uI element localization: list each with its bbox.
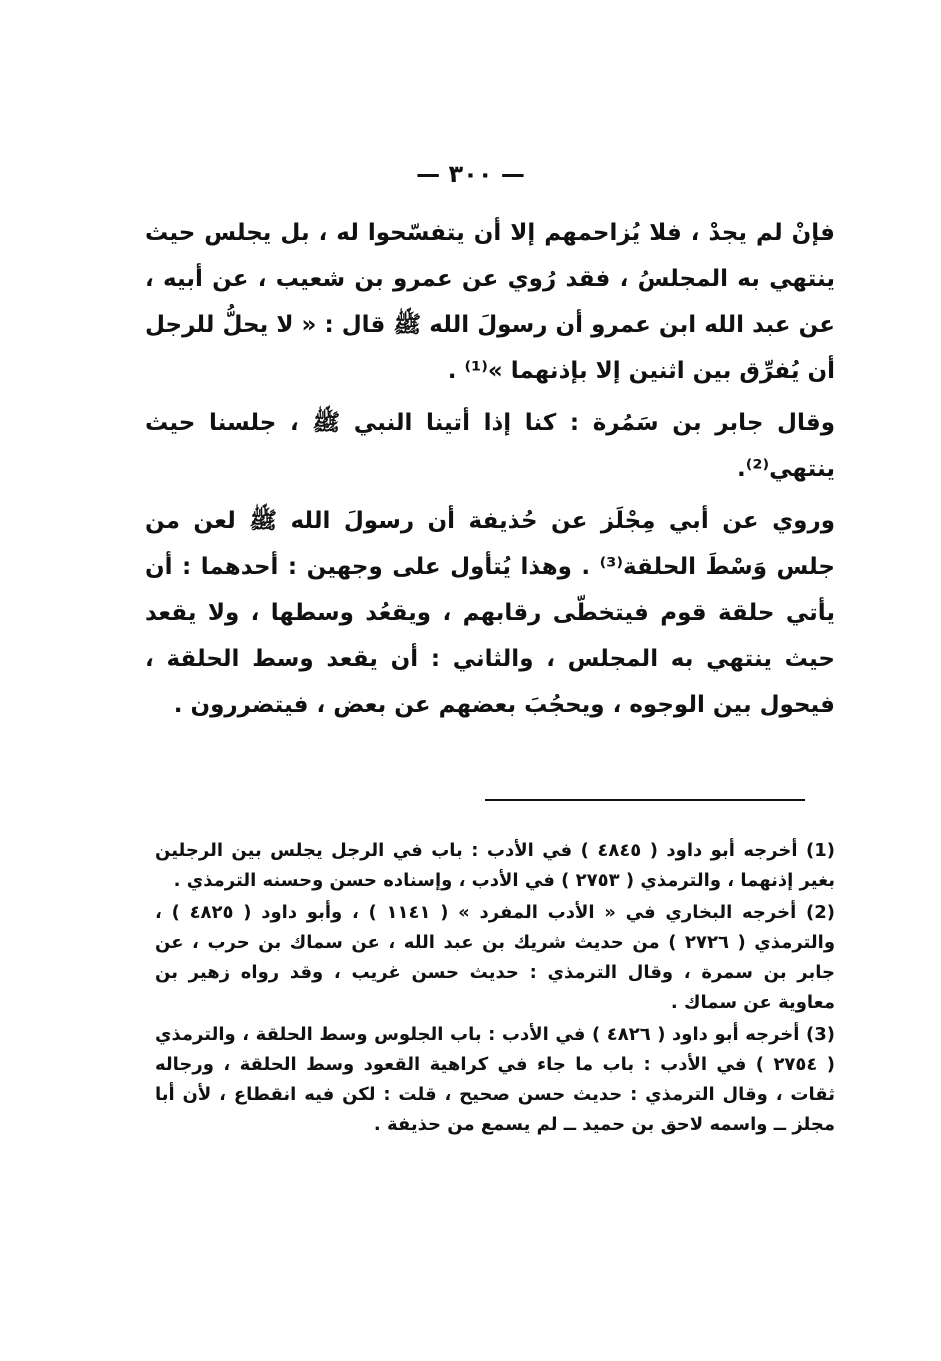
footnotes — [155, 836, 835, 1142]
footnote-3: (3) أخرجه أبو داود ( ٤٨٢٦ ) في الأدب : باب الجلوس وسط الحلقة ، والترمذي ( ٢٧٥٤ ) في الأدب : باب ما جاء في كراهية القعود وسط الحلقة ، ورجاله ثقات ، وقال الترمذي : حديث حسن صحيح ، قلت : لكن فيه انقطاع ، لأن أبا مجلز ــ واسمه لاحق بن حميد ــ لم يسمع من حذيفة . — [155, 1024, 836, 1135]
page-number: — ٣٠٠ — — [416, 160, 525, 188]
footnote-2: (2) أخرجه البخاري في « الأدب المفرد » ( ١١٤١ ) ، وأبو داود ( ٤٨٢٥ ) ، والترمذي ( ٢٧٢٦ ) من حديث شريك بن عبد الله ، عن سماك بن حرب ، عن جابر بن سمرة ، وقال الترمذي : حديث حسن غريب ، وقد رواه زهير بن معاوية عن سماك . — [155, 902, 836, 1013]
footnote-separator — [485, 799, 805, 801]
main-text — [145, 210, 835, 728]
paragraph-2: وقال جابر بن سَمُرة : كنا إذا أتينا النبي ﷺ ، جلسنا حيث ينتهي⁽²⁾. — [145, 410, 835, 482]
footnote-1: (1) أخرجه أبو داود ( ٤٨٤٥ ) في الأدب : باب في الرجل يجلس بين الرجلين بغير إذنهما ، والترمذي ( ٢٧٥٣ ) في الأدب ، وإسناده حسن وحسنه الترمذي . — [155, 840, 836, 891]
paragraph-1: فإنْ لم يجدْ ، فلا يُزاحمهم إلا أن يتفسّحوا له ، بل يجلس حيث ينتهي به المجلسُ ، فقد رُوي عن عمرو بن شعيب ، عن أبيه ، عن عبد الله ابن عمرو أن رسولَ الله ﷺ قال : « لا يحلُّ للرجل أن يُفرِّق بين اثنين إلا بإذنهما »⁽¹⁾ . — [145, 220, 835, 384]
paragraph-3: وروي عن أبي مِجْلَز عن حُذيفة أن رسولَ الله ﷺ لعن من جلس وَسْطَ الحلقة⁽³⁾ . وهذا يُتأول على وجهين : أحدهما : أن يأتي حلقة قوم فيتخطّى رقابهم ، ويقعُد وسطها ، ولا يقعد حيث ينتهي به المجلس ، والثاني : أن يقعد وسط الحلقة ، فيحول بين الوجوه ، ويحجُبَ بعضهم عن بعض ، فيتضررون . — [145, 508, 835, 718]
